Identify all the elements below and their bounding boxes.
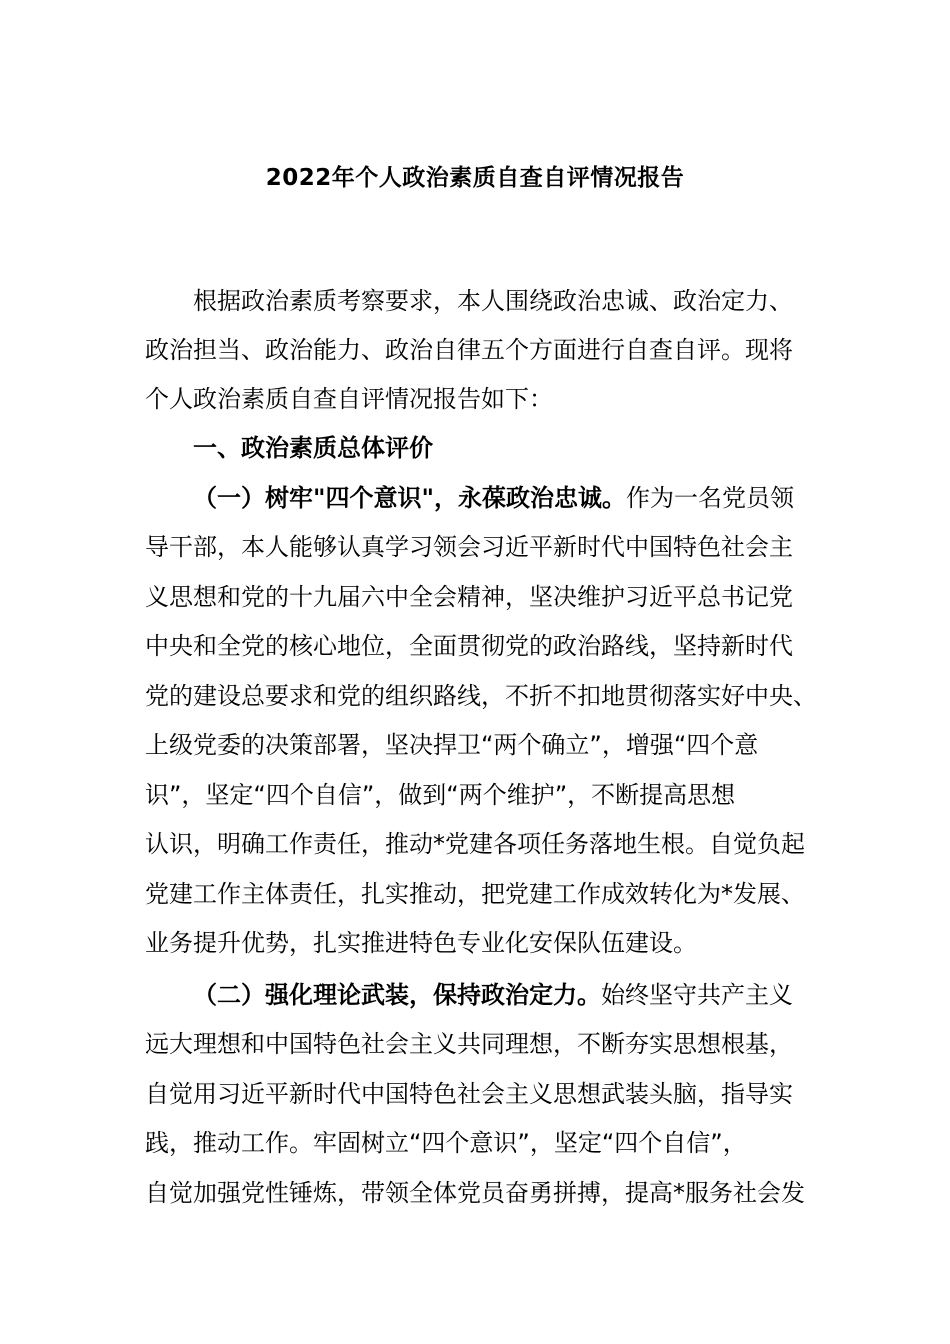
line-text: 义思想和党的十九届六中全会精神，坚决维护习近平总书记党 bbox=[145, 583, 793, 611]
subsection-heading: （一）树牢"四个意识"，永葆政治忠诚。 bbox=[193, 484, 627, 512]
line-text: 中央和全党的核心地位，全面贯彻党的政治路线，坚持新时代 bbox=[145, 632, 793, 660]
paragraph-line bbox=[145, 1176, 805, 1210]
paragraph-line bbox=[145, 679, 817, 713]
section-heading bbox=[193, 431, 433, 465]
line-text: 政治担当、政治能力、政治自律五个方面进行自查自评。现将 bbox=[145, 336, 793, 364]
paragraph-line bbox=[145, 778, 735, 812]
paragraph-line bbox=[193, 978, 793, 1012]
line-text: 党的建设总要求和党的组织路线，不折不扣地贯彻落实好中央、 bbox=[145, 682, 817, 710]
paragraph-line bbox=[193, 284, 793, 318]
line-text: 根据政治素质考察要求，本人围绕政治忠诚、政治定力、 bbox=[193, 287, 793, 315]
paragraph-line bbox=[145, 629, 793, 663]
paragraph-line bbox=[145, 827, 805, 861]
paragraph-line bbox=[145, 530, 793, 564]
paragraph-line bbox=[145, 926, 697, 960]
paragraph-line bbox=[145, 580, 793, 614]
line-text: 识”，坚定“四个自信”，做到“两个维护”，不断提高思想 bbox=[145, 781, 736, 809]
paragraph-line bbox=[145, 1077, 793, 1111]
paragraph-line bbox=[145, 333, 793, 367]
subsection-heading: （二）强化理论武装，保持政治定力。 bbox=[193, 981, 601, 1009]
paragraph-line bbox=[145, 728, 758, 762]
line-text: 个人政治素质自查自评情况报告如下： bbox=[145, 385, 553, 413]
line-text: 业务提升优势，扎实推进特色专业化安保队伍建设。 bbox=[145, 929, 697, 957]
paragraph-line bbox=[145, 877, 805, 911]
line-text: 上级党委的决策部署，坚决捍卫“两个确立”，增强“四个意 bbox=[145, 731, 759, 759]
paragraph-line bbox=[145, 1027, 793, 1061]
line-text: 作为一名党员领 bbox=[626, 484, 795, 512]
paragraph-line bbox=[145, 1126, 747, 1160]
section-heading-text: 一、政治素质总体评价 bbox=[193, 434, 433, 462]
line-text: 始终坚守共产主义 bbox=[601, 981, 793, 1009]
line-text: 践，推动工作。牢固树立“四个意识”，坚定“四个自信”， bbox=[145, 1129, 747, 1157]
line-text: 认识，明确工作责任，推动*党建各项任务落地生根。自觉负起 bbox=[145, 830, 805, 858]
line-text: 自觉用习近平新时代中国特色社会主义思想武装头脑，指导实 bbox=[145, 1080, 793, 1108]
document-title: 2022年个人政治素质自查自评情况报告 bbox=[265, 165, 685, 191]
paragraph-line bbox=[193, 481, 794, 515]
paragraph-line bbox=[145, 382, 553, 416]
line-text: 远大理想和中国特色社会主义共同理想，不断夯实思想根基， bbox=[145, 1030, 793, 1058]
line-text: 自觉加强党性锤炼，带领全体党员奋勇拼搏，提高*服务社会发 bbox=[145, 1179, 805, 1207]
line-text: 导干部，本人能够认真学习领会习近平新时代中国特色社会主 bbox=[145, 533, 793, 561]
line-text: 党建工作主体责任，扎实推动，把党建工作成效转化为*发展、 bbox=[145, 880, 805, 908]
